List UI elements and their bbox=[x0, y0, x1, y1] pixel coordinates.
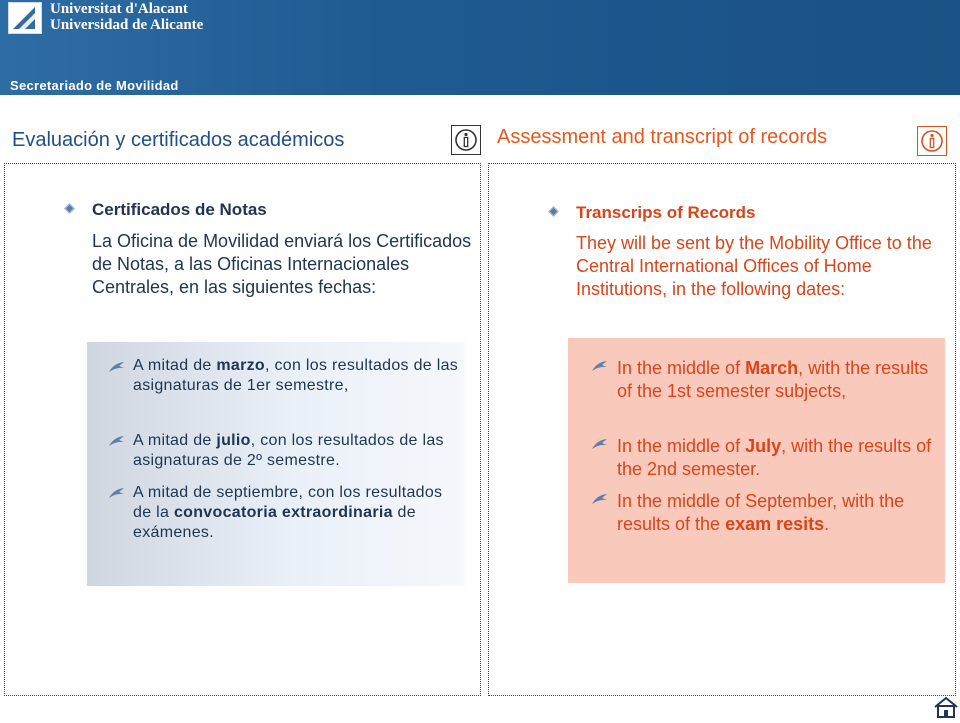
arrow-bullet-icon bbox=[591, 437, 609, 451]
info-icon bbox=[454, 128, 478, 152]
arrow-bullet-icon bbox=[108, 486, 126, 500]
list-item bbox=[108, 486, 126, 505]
arrow-bullet-icon bbox=[591, 492, 609, 506]
section-body-english: They will be sent by the Mobility Office to the Central International Offices of Home Institutions, in the following dates: bbox=[576, 233, 932, 299]
list-item bbox=[591, 359, 609, 378]
diamond-bullet-icon bbox=[64, 203, 75, 214]
list-item bbox=[591, 492, 609, 511]
info-button-right[interactable] bbox=[917, 126, 947, 156]
section-heading-english: Transcrips of Records bbox=[576, 203, 756, 222]
university-logo[interactable] bbox=[8, 2, 42, 34]
list-item bbox=[108, 360, 126, 379]
section-body-spanish: La Oficina de Movilidad enviará los Certificados de Notas, a las Oficinas Internacionales Centrales, en las siguientes fechas: bbox=[92, 231, 472, 297]
university-name-spanish: Universidad de Alicante bbox=[50, 17, 204, 33]
bullet-text: In the middle of September, with the results of the exam resits. bbox=[617, 491, 905, 534]
home-button[interactable] bbox=[933, 696, 959, 718]
department-name: Secretariado de Movilidad bbox=[10, 78, 179, 93]
info-button-left[interactable] bbox=[451, 125, 481, 155]
diamond-bullet-icon bbox=[548, 206, 559, 217]
university-name-valencian: Universitat d'Alacant bbox=[50, 1, 188, 17]
info-icon bbox=[920, 129, 944, 153]
bullet-text: A mitad de septiembre, con los resultados de la convocatoria extraordinaria de exámenes. bbox=[133, 484, 443, 541]
list-item bbox=[591, 437, 609, 456]
bullet-text: In the middle of July, with the results of the 2nd semester. bbox=[617, 436, 932, 479]
page-title-spanish: Evaluación y certificados académicos bbox=[12, 129, 345, 151]
home-icon bbox=[933, 696, 959, 718]
page-title-english: Assessment and transcript of records bbox=[497, 126, 828, 148]
bullet-text: A mitad de julio, con los resultados de las asignaturas de 2º semestre. bbox=[133, 432, 444, 469]
university-logo-icon bbox=[9, 3, 41, 33]
arrow-bullet-icon bbox=[591, 359, 609, 373]
list-item bbox=[108, 434, 126, 453]
section-heading-spanish: Certificados de Notas bbox=[92, 200, 267, 219]
bullet-text: In the middle of March, with the results of the 1st semester subjects, bbox=[617, 358, 929, 401]
header-banner bbox=[0, 0, 960, 95]
bullet-text: A mitad de marzo, con los resultados de las asignaturas de 1er semestre, bbox=[133, 357, 459, 394]
arrow-bullet-icon bbox=[108, 434, 126, 448]
arrow-bullet-icon bbox=[108, 360, 126, 374]
